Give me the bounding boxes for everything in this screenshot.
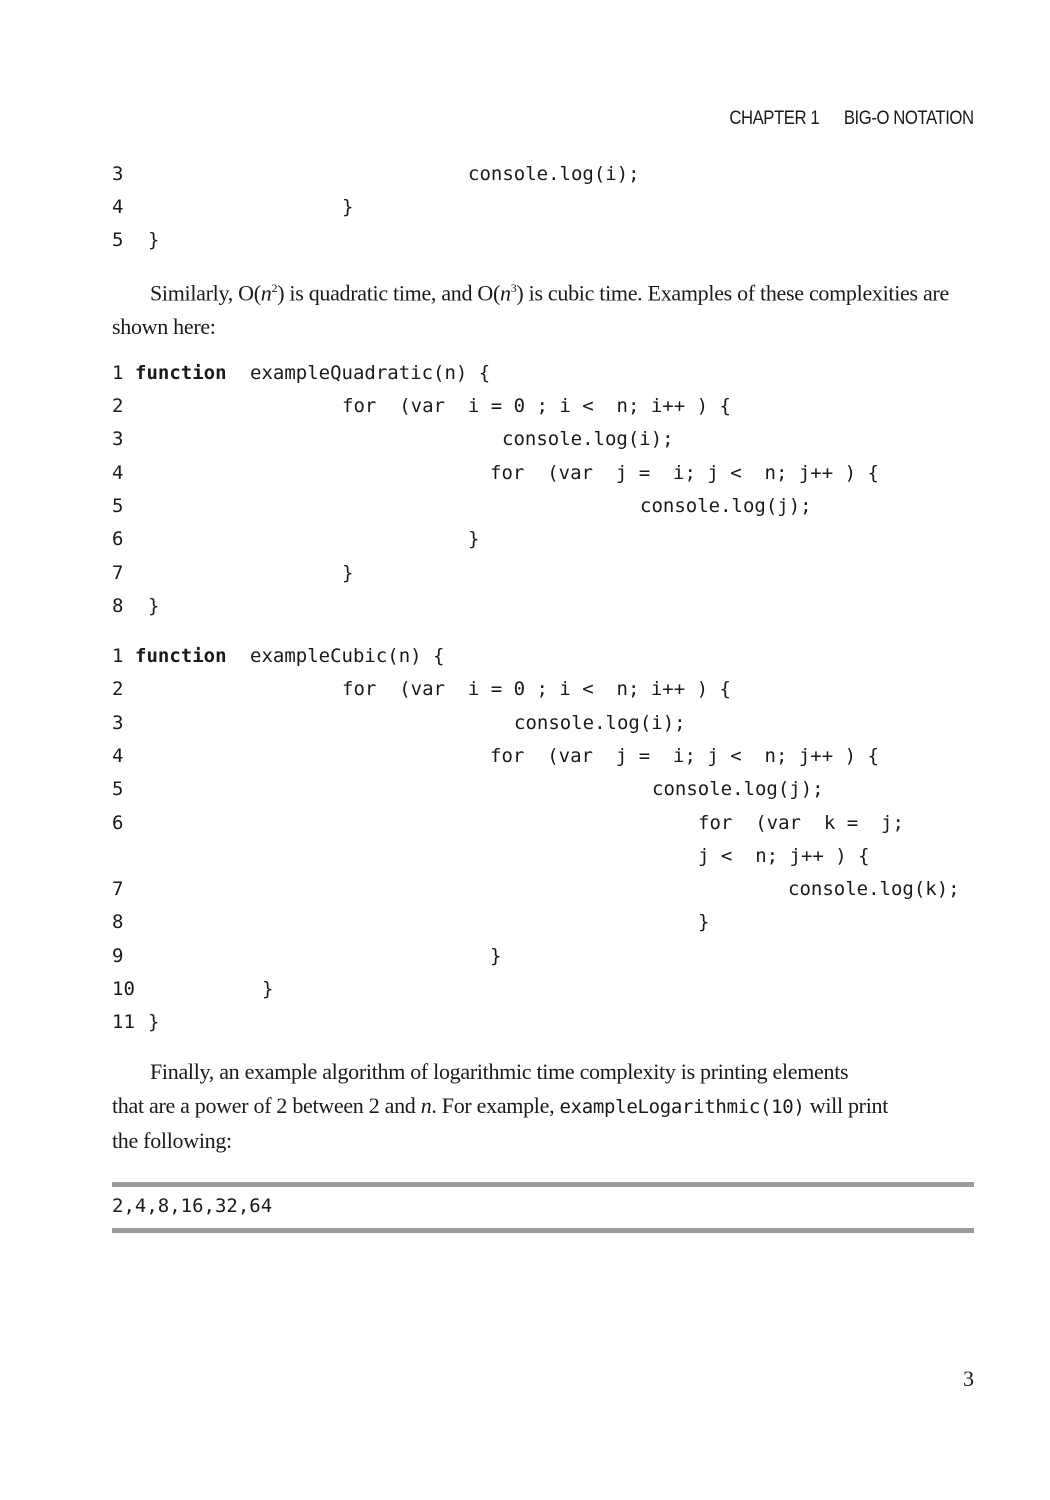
code-text: console.log(j);	[652, 778, 824, 800]
code-text: for (var i = 0 ; i < n; i++ ) {	[342, 678, 731, 700]
paragraph-logarithmic: Finally, an example algorithm of logarithmic time complexity is printing elements that are a power of 2 between 2 and n. For example, exampleLogarithmic(10) will print the following:	[112, 1059, 889, 1153]
code-text: }	[468, 528, 480, 550]
line-number: 3	[112, 163, 124, 185]
line-number: 8	[112, 595, 124, 617]
line-number: 10	[112, 978, 135, 1000]
line-number: 3	[112, 712, 124, 734]
line-number: 1	[112, 362, 124, 384]
code-text: }	[148, 229, 160, 251]
page-number: 3	[963, 1366, 974, 1391]
code-text: console.log(i);	[502, 428, 674, 450]
line-number: 3	[112, 428, 124, 450]
paragraph-quadratic-cubic: Similarly, $O(n^2)$ is quadratic time, and $O(n^3)$ is cubic time. Examples of these complexities are shown here:	[112, 280, 949, 340]
code-text: console.log(i);	[514, 712, 686, 734]
code-text: j < n; j++ ) {	[698, 845, 870, 867]
line-number: 2	[112, 678, 124, 700]
code-text: for (var j = i; j < n; j++ ) {	[490, 745, 879, 767]
keyword-function: function	[135, 362, 227, 384]
code-text: }	[148, 1011, 160, 1033]
code-text: }	[490, 945, 502, 967]
line-number: 1	[112, 645, 124, 667]
line-number: 9	[112, 945, 124, 967]
line-number: 11	[112, 1011, 135, 1033]
chapter-title: BIG-O NOTATION	[844, 108, 974, 129]
code-text: for (var j = i; j < n; j++ ) {	[490, 462, 879, 484]
code-text: }	[342, 562, 354, 584]
code-text: exampleCubic(n) {	[250, 645, 445, 667]
line-number: 8	[112, 911, 124, 933]
chapter-label: CHAPTER 1	[729, 108, 820, 129]
code-text: console.log(i);	[468, 163, 640, 185]
code-text: console.log(k);	[788, 878, 960, 900]
line-number: 4	[112, 745, 124, 767]
output-rule-top	[112, 1182, 974, 1187]
code-text: }	[342, 196, 354, 218]
code-text: for (var k = j;	[698, 812, 904, 834]
code-text: exampleQuadratic(n) {	[250, 362, 491, 384]
inline-code: exampleLogarithmic(10)	[559, 1096, 805, 1118]
line-number: 6	[112, 812, 124, 834]
line-number: 4	[112, 196, 124, 218]
code-text: console.log(j);	[640, 495, 812, 517]
line-number: 5	[112, 229, 124, 251]
code-text: }	[698, 911, 710, 933]
keyword-function: function	[135, 645, 227, 667]
code-text: }	[262, 978, 274, 1000]
line-number: 4	[112, 462, 124, 484]
output-text: 2,4,8,16,32,64	[112, 1195, 273, 1217]
line-number: 5	[112, 495, 124, 517]
line-number: 6	[112, 528, 124, 550]
line-number: 7	[112, 878, 124, 900]
code-text: }	[148, 595, 160, 617]
line-number: 5	[112, 778, 124, 800]
line-number: 7	[112, 562, 124, 584]
output-rule-bottom	[112, 1228, 974, 1233]
line-number: 2	[112, 395, 124, 417]
code-text: for (var i = 0 ; i < n; i++ ) {	[342, 395, 731, 417]
running-header	[730, 108, 974, 130]
